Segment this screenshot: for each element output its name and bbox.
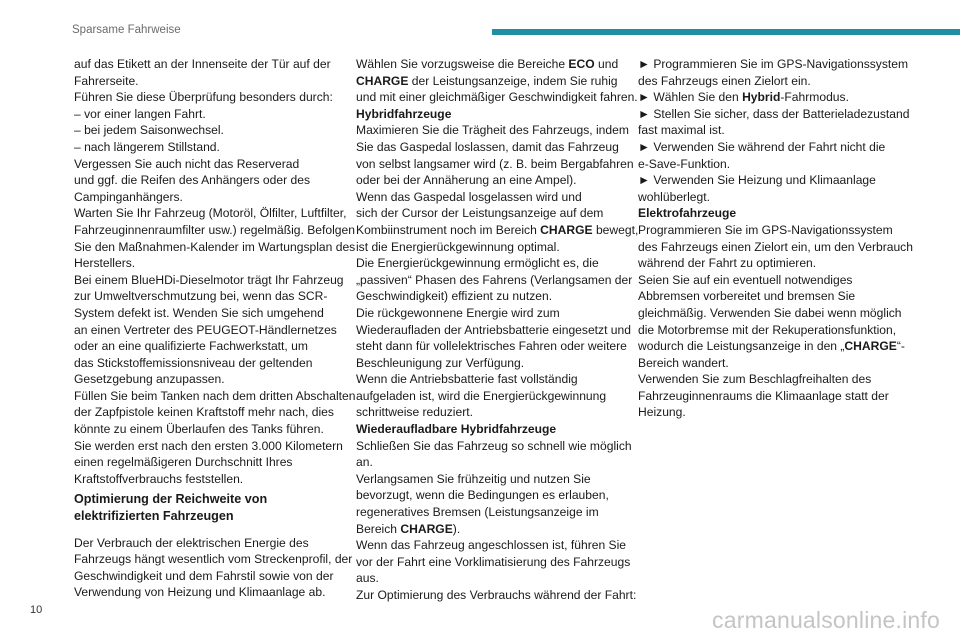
subheading-ev: Elektrofahrzeuge (638, 206, 737, 221)
charge-label: CHARGE (844, 339, 897, 354)
text-line: Sie das Gaspedal loslassen, damit das Fahrzeug (356, 139, 619, 154)
header-title: Sparsame Fahrweise (72, 24, 181, 36)
text-line: Warten Sie Ihr Fahrzeug (Motoröl, Ölfilter, Luftfilter, (74, 206, 347, 221)
column-1 (74, 56, 356, 601)
text-line: – bei jedem Saisonwechsel. (74, 123, 224, 138)
hybrid-mode-label: Hybrid (742, 90, 781, 105)
paragraph-block (74, 535, 353, 601)
text-line: könnte zu einem Überlaufen des Tanks führen. (74, 422, 324, 437)
text-line: Schließen Sie das Fahrzeug so schnell wie möglich (356, 438, 632, 453)
text-line: an. (356, 455, 373, 470)
text-line: Beschleunigung zur Verfügung. (356, 355, 525, 370)
text-line: Führen Sie diese Überprüfung besonders durch: (74, 90, 333, 105)
text-line: Geschwindigkeit) effizient zu nutzen. (356, 289, 553, 304)
text-line: an einen Vertreter des PEUGEOT-Händlernetzes (74, 322, 337, 337)
text-line: Fahrzeuginnenraums die Klimaanlage statt der (638, 388, 889, 403)
text-line: Wiederaufladen der Antriebsbatterie eingesetzt und (356, 322, 631, 337)
bullet-block (638, 106, 908, 206)
bullet-block (638, 56, 908, 89)
charge-label: CHARGE (400, 521, 453, 536)
charge-label: CHARGE (540, 222, 593, 237)
text-line: Sie den Maßnahmen-Kalender im Wartungsplan des (74, 239, 356, 254)
text-line: Kombiinstrument noch im Bereich CHARGE bewegt, (356, 222, 639, 237)
section-heading (74, 491, 342, 524)
text-line: – vor einer langen Fahrt. (74, 106, 206, 121)
text-line: fast maximal ist. (638, 123, 725, 138)
text-line: die Motorbremse mit der Rekuperationsfunktion, (638, 322, 897, 337)
page-number: 10 (30, 604, 43, 616)
text-line: Zur Optimierung des Verbrauchs während der Fahrt: (356, 588, 637, 602)
text-line: Campinganhängers. (74, 189, 183, 204)
text-line: während der Fahrt zu optimieren. (638, 256, 817, 271)
text-line: Fahrzeugs hängt wesentlich vom Streckenprofil, der (74, 552, 353, 567)
text-line: Seien Sie auf ein eventuell notwendiges (638, 272, 853, 287)
text-line: Gesetzgebung anzupassen. (74, 372, 225, 387)
text-line: von selbst langsamer wird (z. B. beim Bergabfahren (356, 156, 634, 171)
text-line: Verwendung von Heizung und Klimaanlage ab. (74, 585, 326, 600)
text-line: aus. (356, 571, 379, 586)
paragraph-block (356, 239, 633, 422)
column-2 (356, 56, 639, 604)
text-line: oder bei der Annäherung an eine Ampel). (356, 173, 577, 188)
text-line: Füllen Sie beim Tanken nach dem dritten Abschalten (74, 388, 356, 403)
text-line: Bereich wandert. (638, 355, 729, 370)
text-line: Maximieren Sie die Trägheit des Fahrzeugs, indem (356, 123, 629, 138)
text-line: der Zapfpistole keinen Kraftstoff mehr nach, dies (74, 405, 334, 420)
text-line: zur Umweltverschmutzung bei, wenn das SCR- (74, 289, 328, 304)
text-line: oder an eine qualifizierte Fachwerkstatt, um (74, 339, 308, 354)
text-line: Geschwindigkeit und dem Fahrstil sowie von der (74, 568, 334, 583)
text-line: das Stickstoffemissionsniveau der geltenden (74, 355, 313, 370)
text-line: vor der Fahrt eine Vorklimatisierung des Fahrzeugs (356, 554, 631, 569)
text-line: Wenn das Fahrzeug angeschlossen ist, führen Sie (356, 538, 627, 553)
text-line: Kraftstoffverbrauchs feststellen. (74, 471, 244, 486)
text-line: ► Stellen Sie sicher, dass der Batterieladezustand (638, 106, 910, 121)
text-line: wodurch die Leistungsanzeige in den „CHARGE“- (638, 339, 905, 354)
text-line: Herstellers. (74, 256, 136, 271)
text-line: Verwenden Sie zum Beschlagfreihalten des (638, 372, 872, 387)
text-line: Vergessen Sie auch nicht das Reserverad (74, 156, 300, 171)
bullet-line: ► Wählen Sie den Hybrid-Fahrmodus. (638, 90, 849, 105)
text-line: des Fahrzeugs einen Zielort ein, um den Verbrauch (638, 239, 913, 254)
text-line: ist die Energierückgewinnung optimal. (356, 239, 560, 254)
header-accent-bar (492, 29, 960, 35)
text-line: Heizung. (638, 405, 686, 420)
text-line: ► Verwenden Sie Heizung und Klimaanlage (638, 173, 876, 188)
text-line: ► Programmieren Sie im GPS-Navigationssystem (638, 57, 909, 71)
text-line: bevorzugt, wenn die Bedingungen es erlauben, (356, 488, 609, 503)
text-line: Bereich CHARGE). (356, 521, 461, 536)
text-line: aufgeladen ist, wird die Energierückgewinnung (356, 388, 607, 403)
text-line: ► Verwenden Sie während der Fahrt nicht die (638, 139, 886, 154)
paragraph-block (356, 122, 634, 222)
text-line: Optimierung der Reichweite von (74, 492, 268, 507)
text-line: gleichmäßig. Verwenden Sie dabei wenn möglich (638, 305, 902, 320)
text-line: „passiven“ Phasen des Fahrens (Verlangsamen der (356, 272, 633, 287)
text-line: Fahrerseite. (74, 73, 139, 88)
text-line: des Fahrzeugs einen Zielort ein. (638, 73, 811, 88)
paragraph-block (638, 222, 913, 338)
text-line: regeneratives Bremsen (Leistungsanzeige im (356, 505, 599, 520)
text-line: Abbremsen vorbereitet und bremsen Sie (638, 289, 856, 304)
paragraph-block (356, 537, 637, 603)
text-line: Fahrzeuginnenraumfilter usw.) regelmäßig. Befolgen (74, 222, 355, 237)
text-line: e-Save-Funktion. (638, 156, 731, 171)
text-line: wohlüberlegt. (638, 189, 710, 204)
text-line: – nach längerem Stillstand. (74, 139, 220, 154)
text-line: schrittweise reduziert. (356, 405, 473, 420)
text-line: Programmieren Sie im GPS-Navigationssystem (638, 222, 893, 237)
paragraph-block (74, 56, 356, 487)
text-line: Die rückgewonnene Energie wird zum (356, 305, 560, 320)
text-line: System defekt ist. Wenden Sie sich umgehend (74, 305, 324, 320)
text-line: Wählen Sie vorzugsweise die Bereiche ECO und (356, 57, 619, 71)
subheading-plugin-hybrid: Wiederaufladbare Hybridfahrzeuge (356, 422, 557, 437)
text-line: Bei einem BlueHDi-Dieselmotor trägt Ihr Fahrzeug (74, 272, 344, 287)
text-line: Der Verbrauch der elektrischen Energie des (74, 535, 309, 550)
text-line: Wenn das Gaspedal losgelassen wird und (356, 189, 582, 204)
charge-label: CHARGE (356, 73, 409, 88)
text-line: auf das Etikett an der Innenseite der Tür auf der (74, 57, 331, 71)
subheading-hybrid: Hybridfahrzeuge (356, 106, 452, 121)
text-line: einen regelmäßigeren Durchschnitt Ihres (74, 455, 293, 470)
text-line: Die Energierückgewinnung ermöglicht es, die (356, 256, 599, 271)
text-line: Sie werden erst nach den ersten 3.000 Kilometern (74, 438, 343, 453)
text-line: sich der Cursor der Leistungsanzeige auf dem (356, 206, 604, 221)
text-line: steht dann für vollelektrisches Fahren oder weitere (356, 339, 627, 354)
text-line: elektrifizierten Fahrzeugen (74, 509, 234, 524)
column-3 (638, 56, 913, 421)
text-line: und mit einer gleichmäßiger Geschwindigkeit fahren. (356, 90, 638, 105)
paragraph-block (356, 438, 632, 521)
text-line: und ggf. die Reifen des Anhängers oder des (74, 173, 310, 188)
eco-label: ECO (568, 57, 595, 71)
watermark: carmanualsonline.info (712, 607, 940, 633)
paragraph-block (638, 355, 908, 421)
text-line: Wenn die Antriebsbatterie fast vollständig (356, 372, 578, 387)
text-line: CHARGE der Leistungsanzeige, indem Sie ruhig (356, 73, 618, 88)
text-line: Verlangsamen Sie frühzeitig und nutzen Sie (356, 471, 591, 486)
